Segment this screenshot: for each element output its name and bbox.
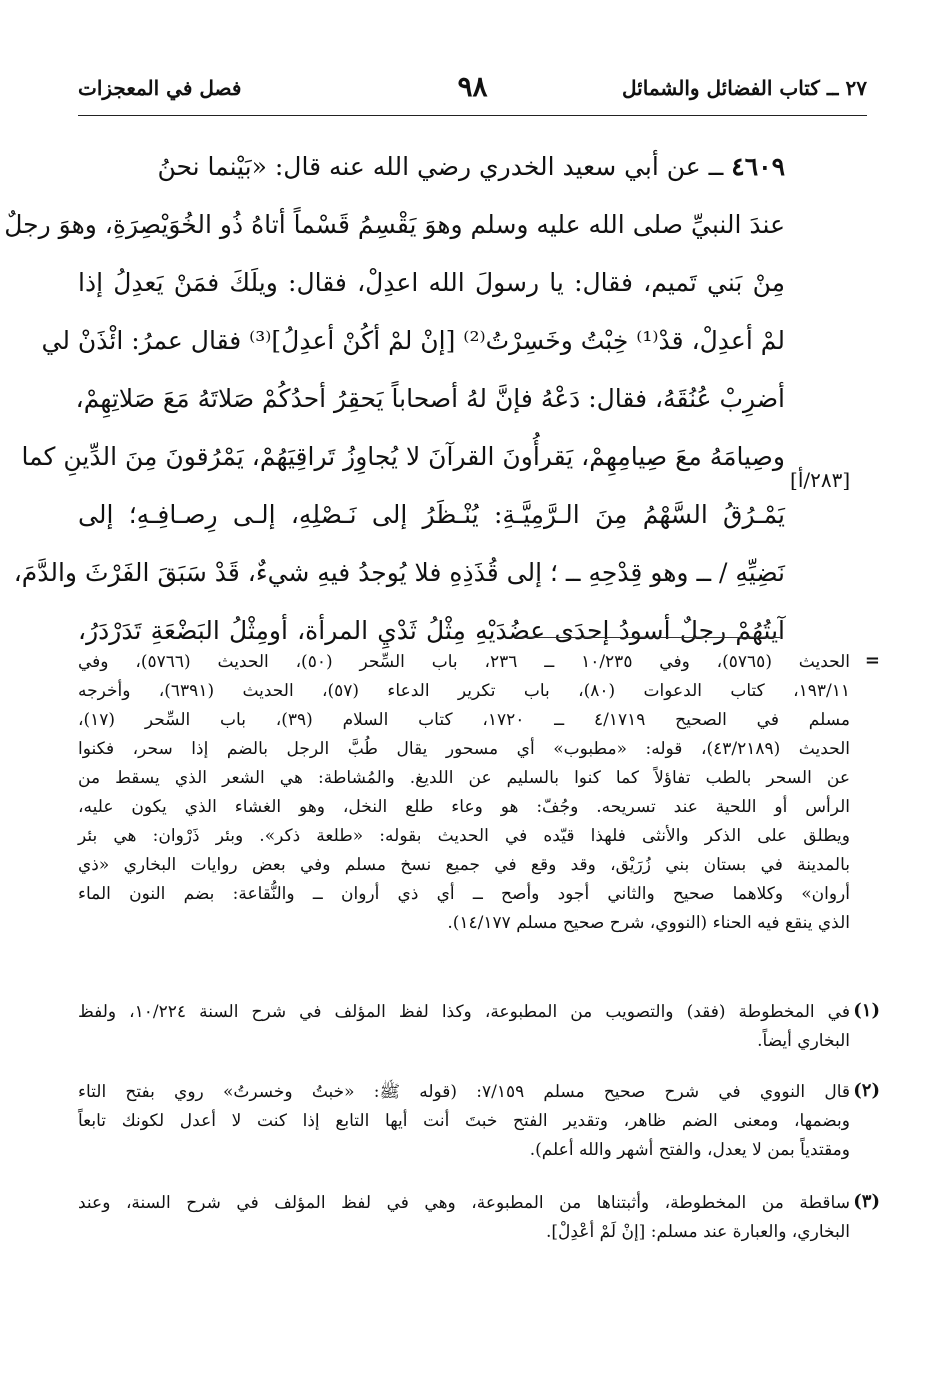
hadith-line: عندَ النبيِّ صلى الله عليه وسلم وهوَ يَقْسِمُ قَسْماً أتاهُ ذُو الخُوَيْصِرَةِ، وهوَ رجلٌ xyxy=(4,210,785,239)
chapter-title: ٢٧ ــ كتاب الفضائل والشمائل xyxy=(622,76,867,100)
hadith-text xyxy=(4,138,785,660)
footnote-line: ١٩٣/١١، كتاب الدعوات (٨٠)، باب تكرير الدعاء (٥٧)، الحديث (٦٣٩١)، وأخرجه xyxy=(78,681,850,701)
hadith-line: نَضِيِّهِ / ــ وهو قِدْحِهِ ــ ؛ إلى قُذَذِهِ فلا يُوجدُ فيهِ شيءٌ، قَدْ سَبَقَ الفَرْثَ والدَّمَ، xyxy=(13,558,785,587)
footnote-line: بالمدينة في بستان بني زُرَيْق، وقد وقع في جميع نسخ مسلم وفي بعض روايات البخاري «ذي xyxy=(78,855,850,875)
hadith-line: مِنْ بَني تَميم، فقال: يا رسولَ الله اعدِلْ، فقال: ويلَكَ فمَنْ يَعدِلُ إذا xyxy=(78,268,785,297)
hadith-line: لمْ أعدِلْ، قدْ⁽¹⁾ خِبْتُ وخَسِرْتُ⁽²⁾ [إنْ لمْ أكُنْ أعدِلُ]⁽³⁾ فقال عمرُ: ائْذَنْ لي xyxy=(41,326,785,355)
hadith-line: أضرِبْ عُنُقَهُ، فقال: دَعْهُ فإنَّ لهُ أصحاباً يَحقِرُ أحدُكُمْ صَلاتَهُ مَعَ صَلاتِهِمْ، xyxy=(75,384,785,413)
footnote-line: ساقطة من المخطوطة، وأثبتناها من المطبوعة، وهي في لفظ المؤلف في شرح السنة، وعند xyxy=(78,1193,850,1213)
footnote-line: ومقتدياً بمن لا يعدل، والفتح أشهر والله أعلم). xyxy=(529,1140,850,1160)
footnote-line: مسلم في الصحيح ٤/١٧١٩ ــ ١٧٢٠، كتاب السلام (٣٩)، باب السِّحر (١٧)، xyxy=(78,710,850,730)
footnote-line: الحديث (٤٣/٢١٨٩)، قوله: «مطبوب» أي مسحور يقال طُبَّ الرجل بالضم إذا سحر، فكنوا xyxy=(78,739,850,759)
footnote-line: الذي ينقع فيه الحناء (النووي، شرح صحيح مسلم ١٤/١٧٧). xyxy=(447,913,850,933)
manuscript-folio-ref: [٢٨٣/أ] xyxy=(790,468,851,492)
footnote-line: البخاري أيضاً. xyxy=(757,1031,850,1051)
footnote-line: وبضمها، ومعنى الضم ظاهر، وتقدير الفتح خبتَ أنت أيها التابع إذا كنت لا أعدل لكونك تابعاً xyxy=(78,1111,850,1131)
page-number: ٩٨ xyxy=(457,70,488,103)
header-rule xyxy=(78,115,867,116)
footnote-line: ويطلق على الذكر والأنثى فلهذا قيّده في الحديث بقوله: «طلعة ذكر». وبئر ذَرْوان: هي بئر xyxy=(78,826,850,846)
footnote-marker: = xyxy=(864,650,880,671)
footnote-line: عن السحر بالطب تفاؤلاً كما كنوا بالسليم عن اللديغ. والمُشاطة: هي الشعر الذي يسقط من xyxy=(78,768,851,788)
hadith-line: ٤٦٠٩ ــ عن أبي سعيد الخدري رضي الله عنه قال: «بَيْنما نحنُ xyxy=(157,152,785,181)
footnote-3 xyxy=(78,1189,880,1247)
footnote-divider xyxy=(515,637,780,638)
footnote-continuation xyxy=(78,648,880,938)
hadith-number: ٤٦٠٩ xyxy=(731,152,785,181)
footnote-line: الرأس أو اللحية عند تسريحه. وجُفّ: هو وعاء طلع النخل، وهو الغشاء الذي يكون عليه، xyxy=(78,797,850,817)
footnote-line: في المخطوطة (فقد) والتصويب من المطبوعة، وكذا لفظ المؤلف في شرح السنة ١٠/٢٢٤، ولفظ xyxy=(78,1002,850,1022)
hadith-line: يَمْـرُقُ السَّهْمُ مِنَ الـرَّمِيَّـةِ: يُنْـظَرُ إلى نَـصْلِهِ، إلـى رِصـافِـهِ؛ إلى xyxy=(78,500,785,529)
footnote-1 xyxy=(78,998,880,1056)
running-header xyxy=(78,70,867,110)
footnote-2 xyxy=(78,1078,880,1165)
hadith-line: آيتُهُمْ رجلٌ أسودُ إحدَى عضُدَيْهِ مِثْلُ ثَدْيِ المرأة، أومِثْلُ البَضْعَةِ تَدَرْدَرُ، xyxy=(78,616,785,645)
footnote-line: الحديث (٥٧٦٥)، وفي ١٠/٢٣٥ ــ ٢٣٦، باب السِّحر (٥٠)، الحديث (٥٧٦٦)، وفي xyxy=(78,652,851,672)
section-title: فصل في المعجزات xyxy=(78,76,242,100)
hadith-line: وصِيامَهُ معَ صِيامِهِمْ، يَقرأُونَ القرآنَ لا يُجاوِزُ تَراقِيَهُمْ، يَمْرُقونَ مِنَ الدِّينِ كما xyxy=(21,442,785,471)
footnote-marker: (٢) xyxy=(853,1080,880,1101)
footnote-line: البخاري، والعبارة عند مسلم: [إنْ لَمْ أعْدِلْ]. xyxy=(546,1222,850,1242)
footnote-marker: (١) xyxy=(853,1000,880,1021)
footnote-line: قال النووي في شرح صحيح مسلم ٧/١٥٩: (قوله ﷺ: «خبتُ وخسرتُ» روي بفتح التاء xyxy=(78,1082,851,1102)
footnote-line: أروان» وكلاهما صحيح والثاني أجود وأصح ــ أي ذي أروان ــ والنُّقاعة: بضم النون الماء xyxy=(78,884,850,904)
footnote-marker: (٣) xyxy=(853,1191,880,1212)
